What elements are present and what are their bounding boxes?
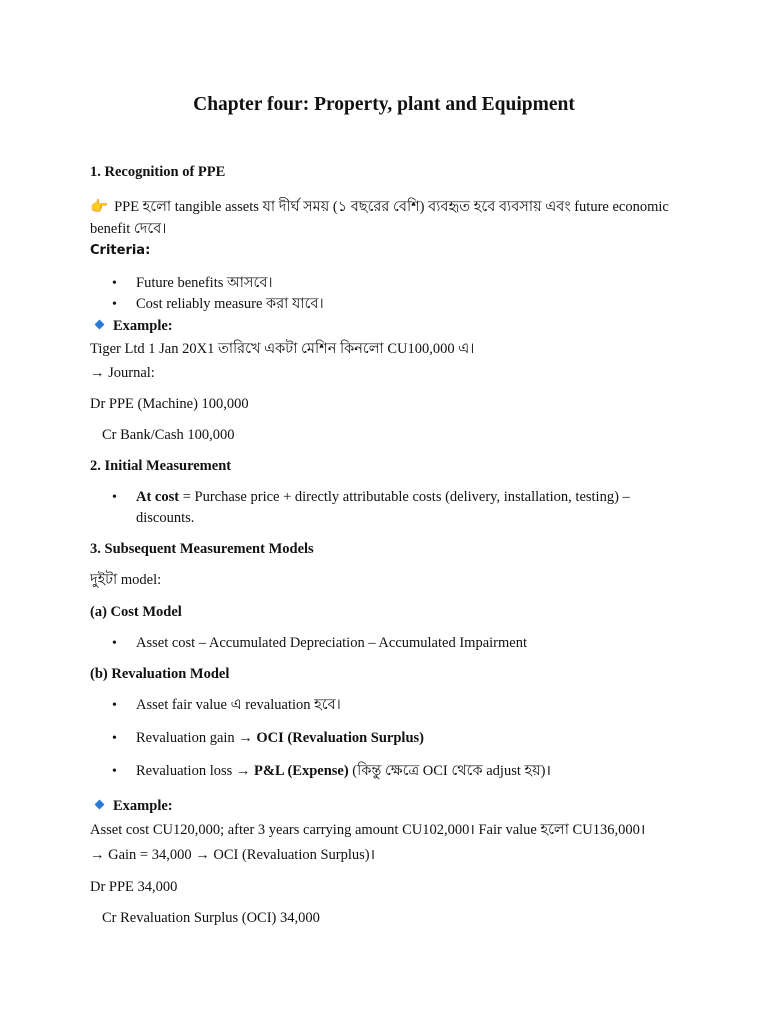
intro-text-line-1: PPE হলো tangible assets যা দীর্ঘ সময় (১ বছরের বেশি) ব্যবহৃত হবে ব্যবসায় এবং future economic xyxy=(114,199,669,215)
disc-bullet-icon: • xyxy=(112,764,117,779)
disc-bullet-icon: • xyxy=(112,698,117,713)
disc-bullet-icon: • xyxy=(112,276,117,291)
cost-model-heading: (a) Cost Model xyxy=(90,604,182,620)
initial-measurement-text-line-2: discounts. xyxy=(136,510,195,526)
at-cost-term: At cost xyxy=(136,489,180,505)
revaluation-loss-prefix: Revaluation loss → xyxy=(136,763,255,779)
section-heading-recognition: 1. Recognition of PPE xyxy=(90,164,226,180)
disc-bullet-icon: • xyxy=(112,731,117,746)
revaluation-journal-debit: Dr PPE 34,000 xyxy=(90,879,178,895)
intro-paragraph-line-2: benefit দেবে। xyxy=(90,221,167,237)
revaluation-gain-text xyxy=(136,728,424,749)
revaluation-item-text: Asset fair value এ revaluation হবে। xyxy=(136,697,341,713)
revaluation-loss-destination: P&L (Expense) xyxy=(254,763,349,779)
revaluation-gain-destination: OCI (Revaluation Surplus) xyxy=(256,730,424,746)
intro-paragraph-line-1 xyxy=(90,197,672,217)
example-text-tiger: Tiger Ltd 1 Jan 20X1 তারিখে একটা মেশিন কিনলো CU100,000 এ। xyxy=(90,341,475,357)
journal-label: → Journal: xyxy=(90,365,155,381)
revaluation-example-line-1: Asset cost CU120,000; after 3 years carrying amount CU102,000। Fair value হলো CU136,000। xyxy=(90,822,646,838)
blue-diamond-icon xyxy=(95,800,105,810)
revaluation-gain-prefix: Revaluation gain → xyxy=(136,730,257,746)
pointing-hand-icon: 👉 xyxy=(90,199,109,215)
blue-diamond-icon xyxy=(95,320,105,330)
revaluation-journal-credit: Cr Revaluation Surplus (OCI) 34,000 xyxy=(102,910,320,926)
section-heading-initial-measurement: 2. Initial Measurement xyxy=(90,458,232,474)
criteria-item-text: Future benefits আসবে। xyxy=(136,275,273,291)
example-label: Example: xyxy=(113,318,173,334)
revaluation-example-line-2: → Gain = 34,000 → OCI (Revaluation Surplus)। xyxy=(90,847,376,863)
example-heading-2 xyxy=(96,796,672,816)
criteria-item-text: Cost reliably measure করা যাবে। xyxy=(136,296,324,312)
example-heading-1 xyxy=(96,316,672,336)
initial-measurement-text-line-1 xyxy=(136,487,630,508)
at-cost-definition: = Purchase price + directly attributable costs (delivery, installation, testing) – xyxy=(179,489,630,505)
disc-bullet-icon: • xyxy=(112,297,117,312)
cost-model-text: Asset cost – Accumulated Depreciation – Accumulated Impairment xyxy=(136,635,527,651)
revaluation-loss-note: (কিন্তু ক্ষেত্রে OCI থেকে adjust হয়)। xyxy=(348,763,551,779)
page-title: Chapter four: Property, plant and Equipment xyxy=(193,94,575,115)
revaluation-model-heading: (b) Revaluation Model xyxy=(90,666,230,682)
models-intro: দুইটা model: xyxy=(90,572,162,588)
section-heading-subsequent-measurement: 3. Subsequent Measurement Models xyxy=(90,541,314,557)
disc-bullet-icon: • xyxy=(112,490,117,505)
example-label: Example: xyxy=(113,798,173,814)
journal-credit-line: Cr Bank/Cash 100,000 xyxy=(102,427,235,443)
disc-bullet-icon: • xyxy=(112,636,117,651)
journal-debit-line: Dr PPE (Machine) 100,000 xyxy=(90,396,249,412)
revaluation-loss-text xyxy=(136,761,551,782)
criteria-label: Criteria: xyxy=(90,243,151,258)
